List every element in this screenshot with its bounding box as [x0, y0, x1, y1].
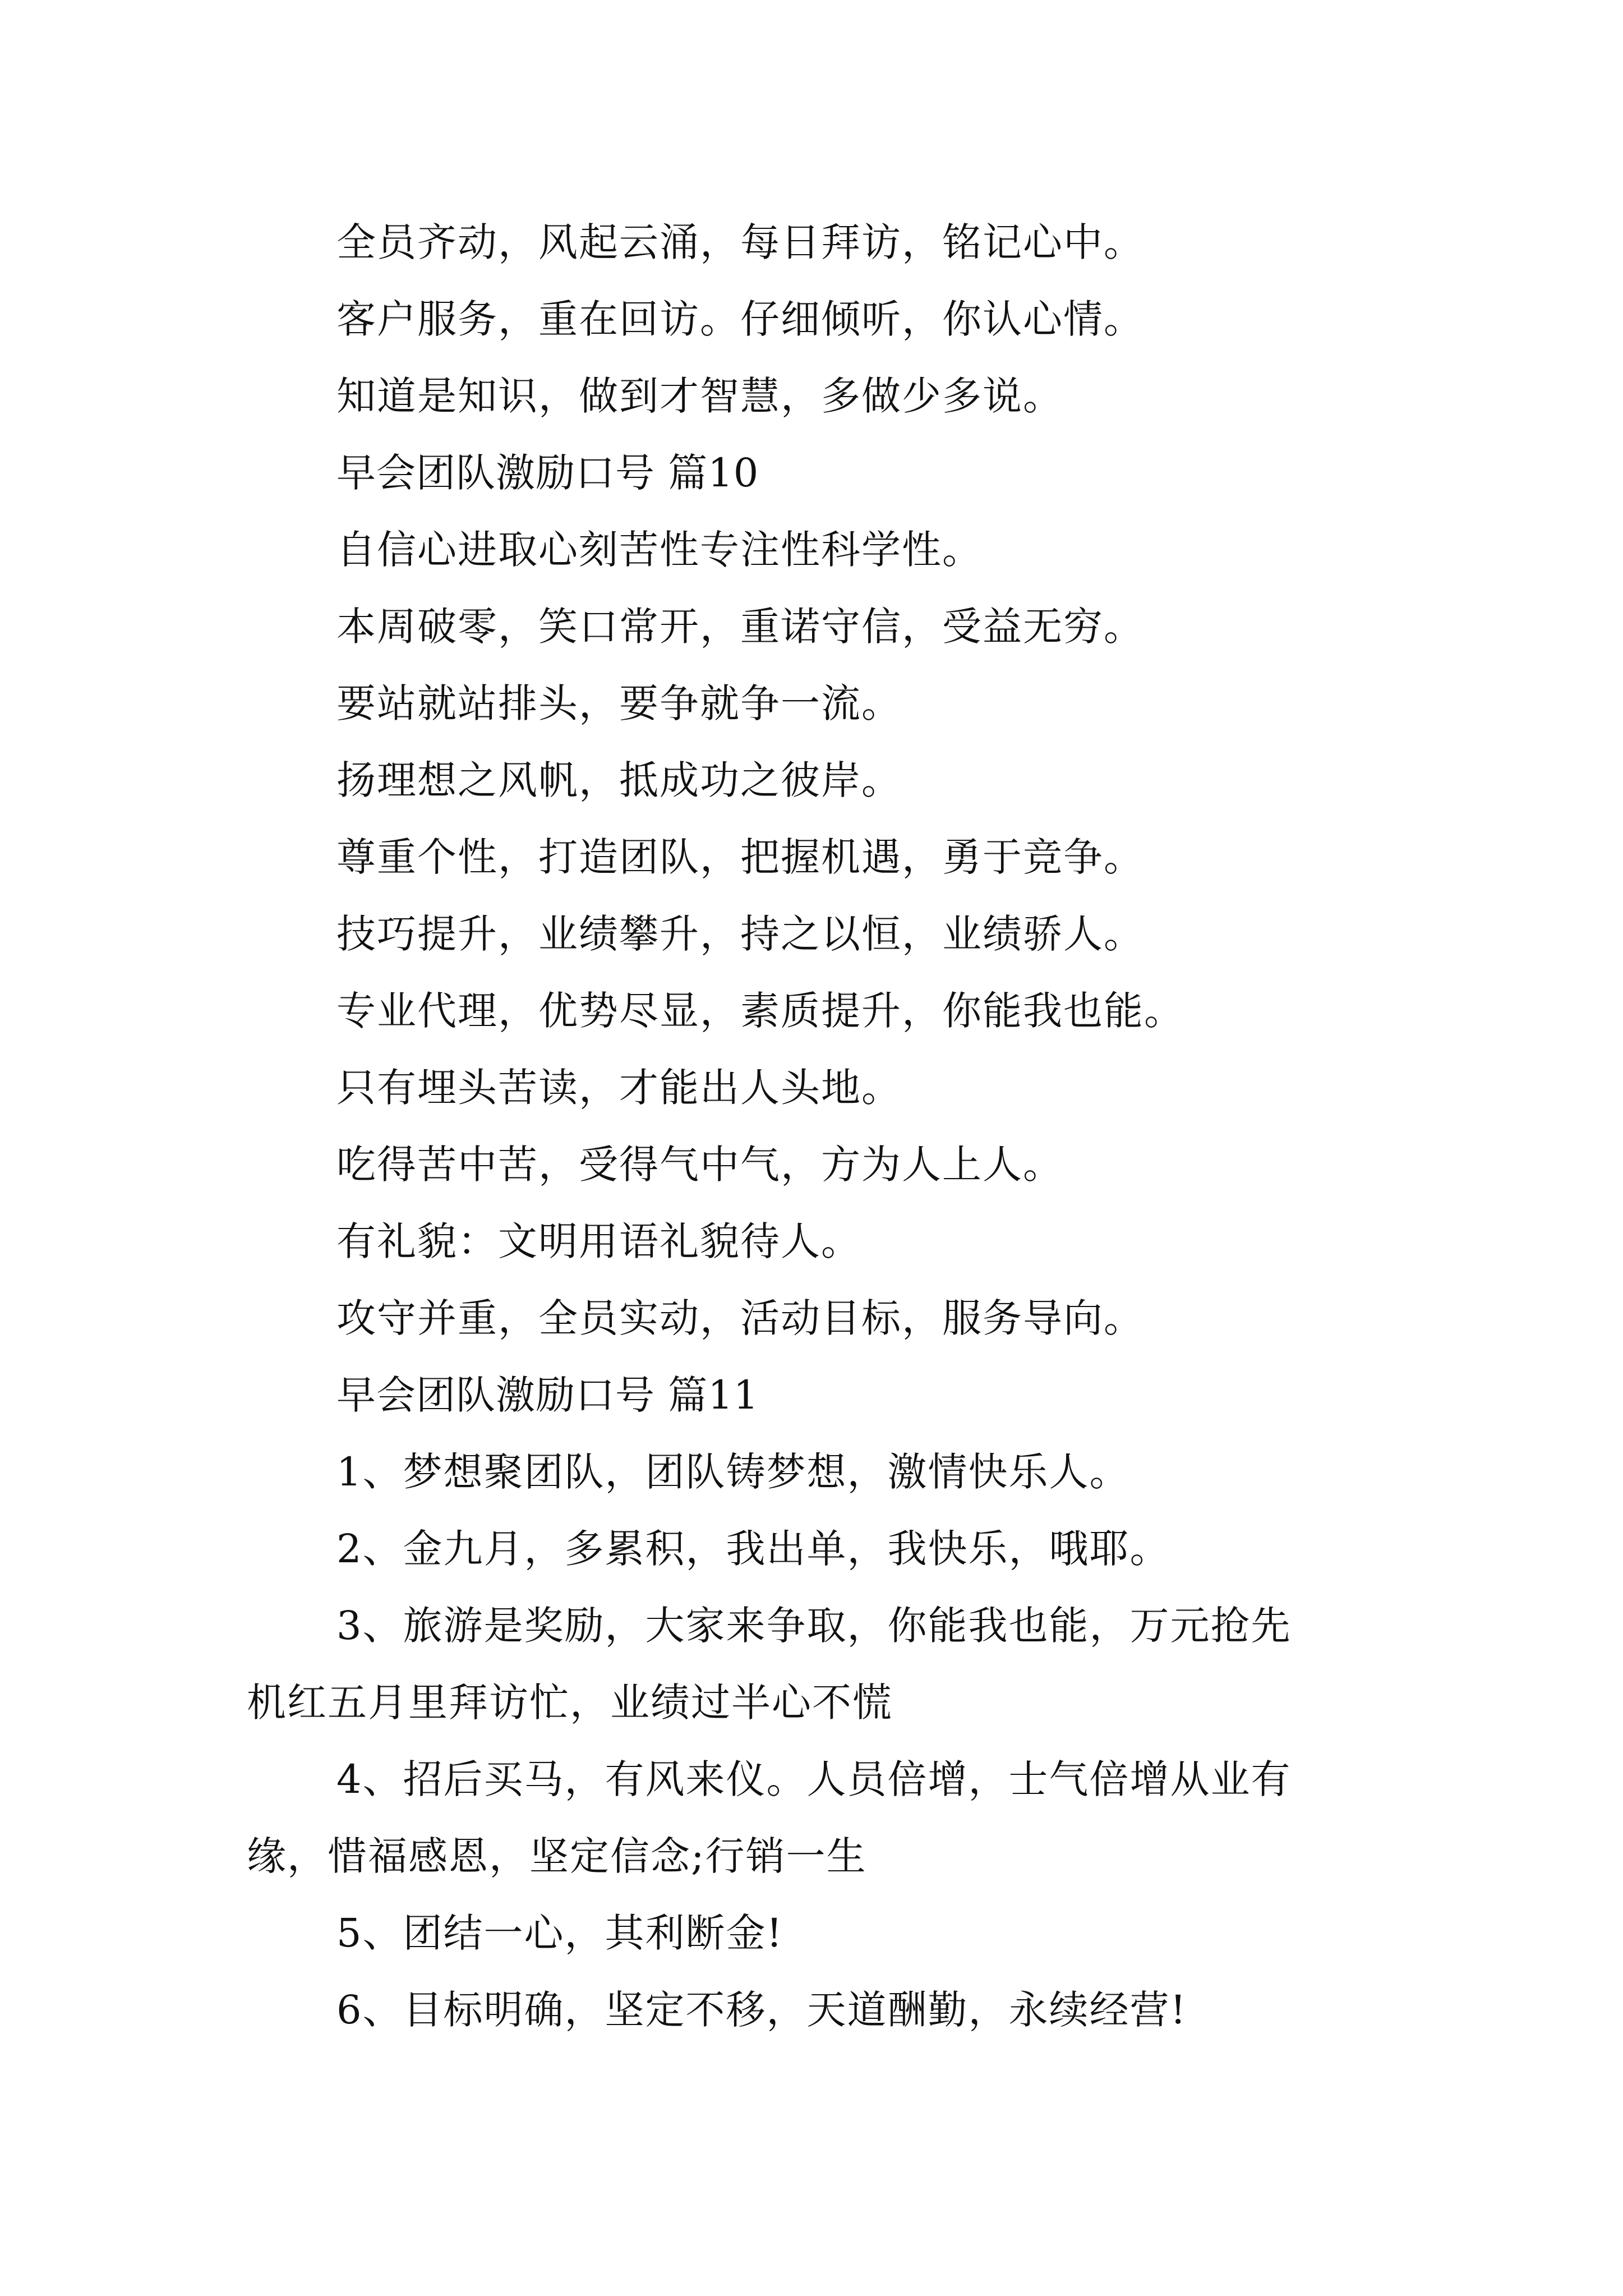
text-line: 3、旅游是奖励，大家来争取，你能我也能，万元抢先: [336, 1603, 1292, 1649]
text-line: 要站就站排头，要争就争一流。: [336, 680, 902, 726]
text-line: 5、团结一心，其利断金!: [336, 1910, 783, 1956]
text-line: 技巧提升，业绩攀升，持之以恒，业绩骄人。: [336, 911, 1144, 957]
text-line: 2、金九月，多累积，我出单，我快乐，哦耶。: [336, 1526, 1170, 1572]
text-line: 6、目标明确，坚定不移，天道酬勤，永续经营!: [336, 1987, 1187, 2033]
text-line: 攻守并重，全员实动，活动目标，服务导向。: [336, 1295, 1144, 1341]
text-line: 尊重个性，打造团队，把握机遇，勇于竞争。: [336, 834, 1144, 880]
text-line: 只有埋头苦读，才能出人头地。: [336, 1065, 902, 1111]
text-line: 吃得苦中苦，受得气中气，方为人上人。: [336, 1142, 1063, 1188]
text-line: 机红五月里拜访忙，业绩过半心不慌: [247, 1680, 893, 1726]
section-heading: 早会团队激励口号 篇11: [336, 1372, 759, 1418]
text-line: 客户服务，重在回访。仔细倾听，你认心情。: [336, 296, 1144, 342]
text-line: 专业代理，优势尽显，素质提升，你能我也能。: [336, 988, 1184, 1034]
text-line: 全员齐动，风起云涌，每日拜访，铭记心中。: [336, 219, 1144, 265]
text-line: 1、梦想聚团队，团队铸梦想，激情快乐人。: [336, 1449, 1130, 1495]
text-line: 本周破零，笑口常开，重诺守信，受益无穷。: [336, 604, 1144, 650]
text-line: 缘，惜福感恩，坚定信念;行销一生: [247, 1833, 867, 1879]
text-line: 知道是知识，做到才智慧，多做少多说。: [336, 373, 1063, 419]
text-line: 扬理想之风帆，抵成功之彼岸。: [336, 757, 902, 803]
text-line: 有礼貌：文明用语礼貌待人。: [336, 1218, 861, 1264]
section-heading: 早会团队激励口号 篇10: [336, 450, 759, 496]
text-line: 自信心进取心刻苦性专注性科学性。: [336, 527, 983, 573]
text-line: 4、招后买马，有风来仪。人员倍增，士气倍增从业有: [336, 1756, 1292, 1802]
